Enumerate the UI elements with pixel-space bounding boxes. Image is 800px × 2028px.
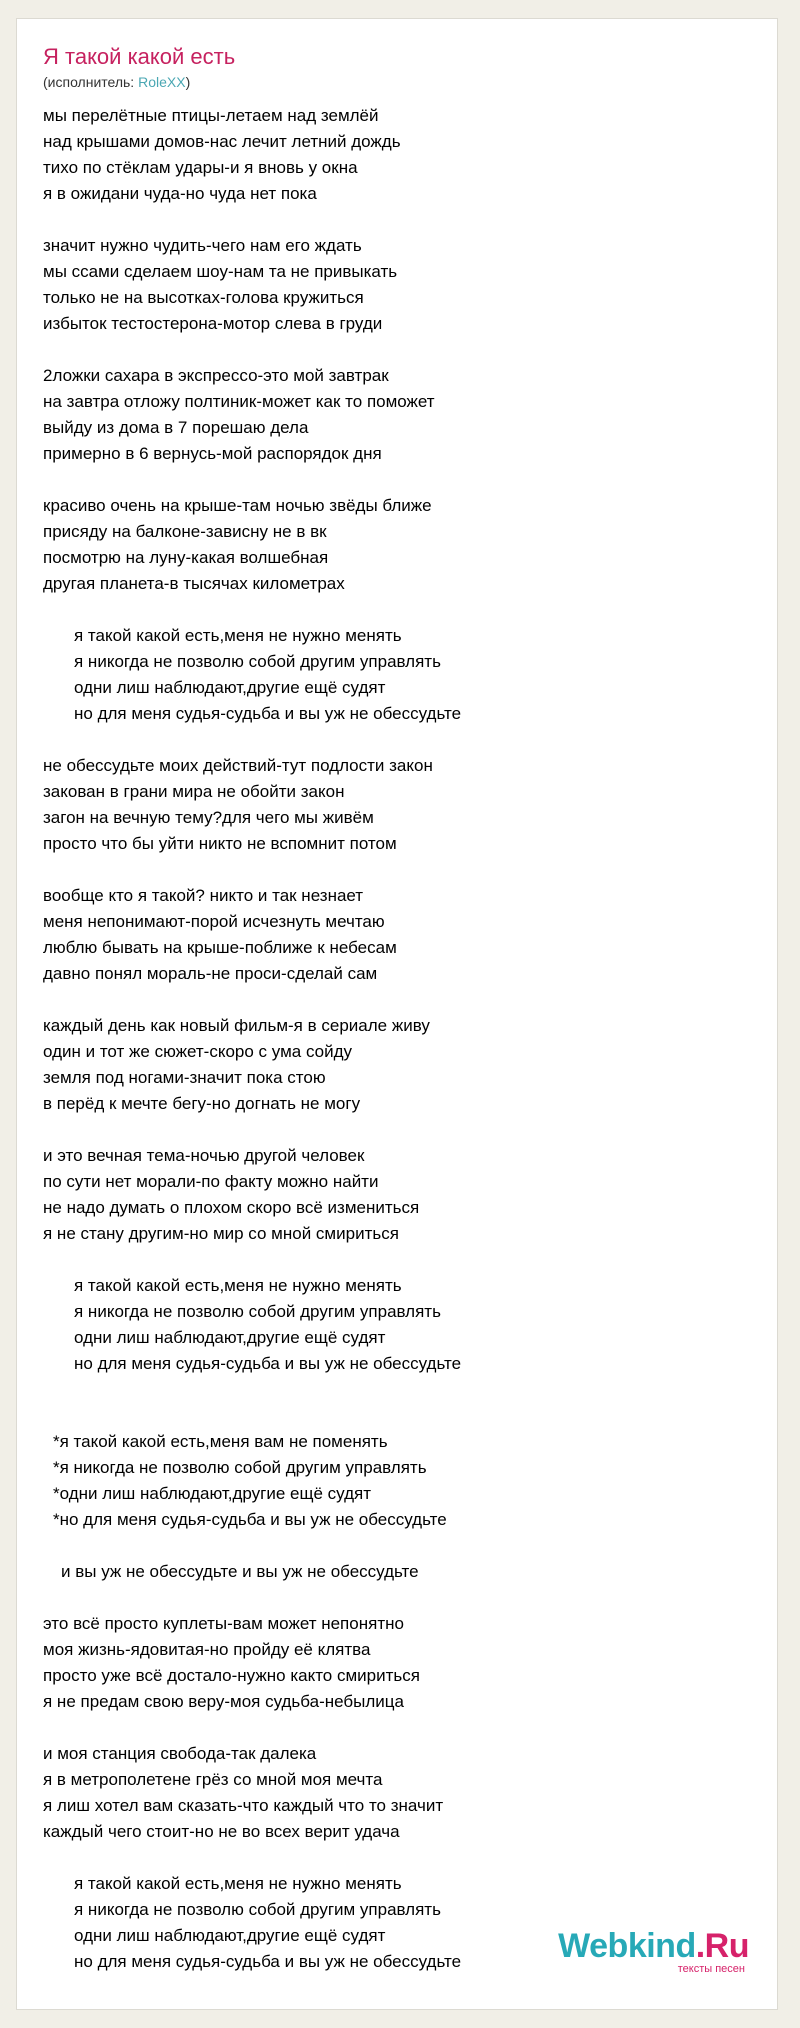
lyrics-line: *одни лиш наблюдают,другие ещё судят — [53, 1484, 372, 1503]
lyrics-line: по сути нет морали-по факту можно найти — [43, 1172, 379, 1191]
lyrics-line: я лиш хотел вам сказать-что каждый что то значит — [43, 1796, 444, 1815]
lyrics-stanza — [43, 1273, 757, 1377]
lyrics-line: только не на высотках-голова кружиться — [43, 288, 364, 307]
lyrics-line: я никогда не позволю собой другим управлять — [74, 1900, 441, 1919]
lyrics-stanza — [43, 753, 757, 857]
lyrics-line: просто уже всё достало-нужно както смириться — [43, 1666, 420, 1685]
lyrics-stanza — [43, 623, 757, 727]
lyrics-line: каждый чего стоит-но не во всех верит удача — [43, 1822, 400, 1841]
lyrics-line: мы ссами сделаем шоу-нам та не привыкать — [43, 262, 398, 281]
site-logo[interactable] — [558, 1929, 749, 1975]
performer-prefix: (исполнитель: — [43, 74, 139, 90]
performer-link[interactable]: RoleXX — [138, 74, 186, 90]
lyrics-line: я в ожидани чуда-но чуда нет пока — [43, 184, 317, 203]
lyrics-line: мы перелётные птицы-летаем над землёй — [43, 106, 379, 125]
lyrics-line: это всё просто куплеты-вам может непонятно — [43, 1614, 404, 1633]
lyrics-stanza — [43, 1559, 757, 1585]
lyrics-line: избыток тестостерона-мотор слева в груди — [43, 314, 383, 333]
lyrics-stanza — [43, 1611, 757, 1715]
lyrics-line: вообще кто я такой? никто и так незнает — [43, 886, 364, 905]
lyrics-line: и моя станция свобода-так далека — [43, 1744, 317, 1763]
logo-tagline: тексты песен — [677, 1963, 745, 1975]
lyrics-line: но для меня судья-судьба и вы уж не обессудьте — [74, 704, 462, 723]
performer-line — [43, 73, 190, 91]
lyrics-stanza — [43, 1013, 757, 1117]
lyrics-line: моя жизнь-ядовитая-но пройду её клятва — [43, 1640, 371, 1659]
lyrics-line: я такой какой есть,меня не нужно менять — [74, 1276, 402, 1295]
lyrics-line: каждый день как новый фильм-я в сериале живу — [43, 1016, 430, 1035]
lyrics-line: одни лиш наблюдают,другие ещё судят — [74, 1328, 386, 1347]
lyrics-line: посмотрю на луну-какая волшебная — [43, 548, 329, 567]
lyrics-stanza — [43, 363, 757, 467]
lyrics-card — [16, 18, 778, 2010]
lyrics-line: закован в грани мира не обойти закон — [43, 782, 345, 801]
lyrics-stanza — [43, 1143, 757, 1247]
lyrics-stanza — [43, 1429, 757, 1533]
lyrics-line: не надо думать о плохом скоро всё измениться — [43, 1198, 420, 1217]
lyrics-line: значит нужно чудить-чего нам его ждать — [43, 236, 362, 255]
lyrics-line: *я такой какой есть,меня вам не поменять — [53, 1432, 388, 1451]
lyrics-stanza — [43, 233, 757, 337]
lyrics-line: *я никогда не позволю собой другим управлять — [53, 1458, 427, 1477]
lyrics-stanza — [43, 103, 757, 207]
lyrics-line: примерно в 6 вернусь-мой распорядок дня — [43, 444, 382, 463]
lyrics-line: я такой какой есть,меня не нужно менять — [74, 1874, 402, 1893]
performer-suffix: ) — [185, 74, 191, 90]
lyrics-line: и это вечная тема-ночью другой человек — [43, 1146, 365, 1165]
logo-wordmark — [558, 1929, 749, 1963]
lyrics-line: загон на вечную тему?для чего мы живём — [43, 808, 374, 827]
lyrics-line: 2ложки сахара в экспрессо-это мой завтрак — [43, 366, 389, 385]
lyrics-line: меня непонимают-порой исчезнуть мечтаю — [43, 912, 385, 931]
lyrics-line: не обессудьте моих действий-тут подлости закон — [43, 756, 433, 775]
lyrics-stanza — [43, 493, 757, 597]
lyrics-line: на завтра отложу полтиник-может как то поможет — [43, 392, 435, 411]
lyrics-line: в перёд к мечте бегу-но догнать не могу — [43, 1094, 361, 1113]
lyrics-line: но для меня судья-судьба и вы уж не обессудьте — [74, 1354, 462, 1373]
lyrics-line: над крышами домов-нас лечит летний дождь — [43, 132, 401, 151]
lyrics-line: одни лиш наблюдают,другие ещё судят — [74, 678, 386, 697]
lyrics-line: я не стану другим-но мир со мной смириться — [43, 1224, 399, 1243]
lyrics-line: одни лиш наблюдают,другие ещё судят — [74, 1926, 386, 1945]
lyrics-line: *но для меня судья-судьба и вы уж не обессудьте — [53, 1510, 447, 1529]
lyrics-line: выйду из дома в 7 порешаю дела — [43, 418, 309, 437]
lyrics-stanza — [43, 1741, 757, 1845]
lyrics-line: я никогда не позволю собой другим управлять — [74, 652, 441, 671]
lyrics-line: я в метрополетене грёз со мной моя мечта — [43, 1770, 383, 1789]
lyrics-line: присяду на балконе-зависну не в вк — [43, 522, 327, 541]
lyrics-line: красиво очень на крыше-там ночью звёды ближе — [43, 496, 432, 515]
lyrics-line: земля под ногами-значит пока стою — [43, 1068, 326, 1087]
lyrics-line: я никогда не позволю собой другим управлять — [74, 1302, 441, 1321]
lyrics-line: один и тот же сюжет-скоро с ума сойду — [43, 1042, 353, 1061]
lyrics-line: и вы уж не обессудьте и вы уж не обессудьте — [61, 1562, 419, 1581]
lyrics-line: давно понял мораль-не проси-сделай сам — [43, 964, 378, 983]
logo-domain-text: .Ru — [695, 1927, 749, 1965]
logo-main-text: Webkind — [558, 1927, 696, 1965]
lyrics-line: люблю бывать на крыше-поближе к небесам — [43, 938, 397, 957]
lyrics-line: просто что бы уйти никто не вспомнит потом — [43, 834, 397, 853]
song-title: Я такой какой есть — [43, 44, 236, 69]
lyrics-line: я такой какой есть,меня не нужно менять — [74, 626, 402, 645]
lyrics-line: другая планета-в тысячах километрах — [43, 574, 345, 593]
lyrics-line: я не предам свою веру-моя судьба-небылица — [43, 1692, 404, 1711]
lyrics-line: тихо по стёклам удары-и я вновь у окна — [43, 158, 358, 177]
lyrics-line: но для меня судья-судьба и вы уж не обессудьте — [74, 1952, 462, 1971]
lyrics-body — [43, 103, 757, 2001]
lyrics-stanza — [43, 883, 757, 987]
